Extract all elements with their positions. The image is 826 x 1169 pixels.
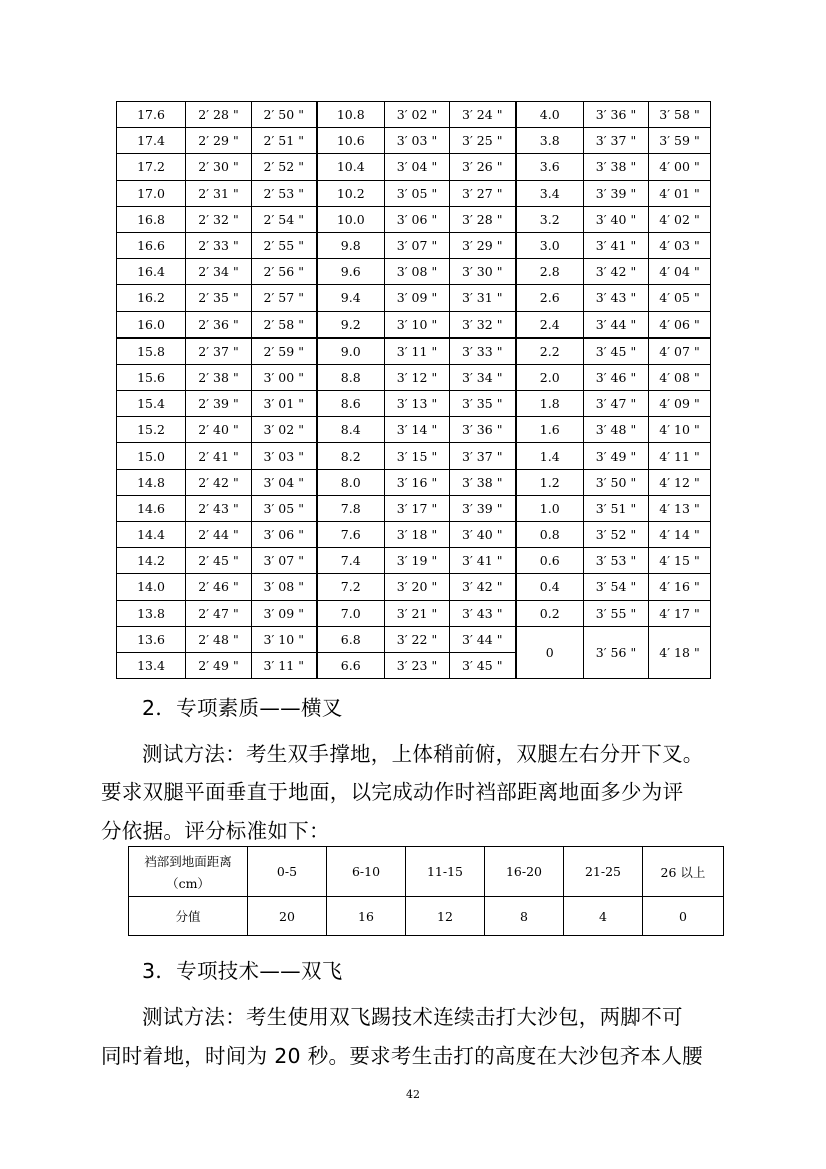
score-table-cell: 2′ 59 " (252, 338, 317, 365)
score-table-cell: 4′ 14 " (649, 522, 711, 548)
score-table-cell: 6.6 (317, 652, 385, 678)
score-table-row (117, 574, 711, 600)
score-table-row (117, 311, 711, 338)
score-table-cell: 3′ 35 " (450, 391, 516, 417)
score-table-cell: 4′ 13 " (649, 495, 711, 521)
score-table-merged-cell: 3′ 56 " (584, 626, 649, 678)
score-table-cell: 10.0 (317, 206, 385, 232)
score-table-cell: 2′ 51 " (252, 128, 317, 154)
score-table-cell: 8.6 (317, 391, 385, 417)
split-score-table (128, 846, 724, 936)
score-table-cell: 3′ 37 " (584, 128, 649, 154)
score-table-cell: 3′ 27 " (450, 180, 516, 206)
score-table-cell: 2′ 28 " (186, 102, 252, 128)
score-table-cell: 1.8 (516, 391, 584, 417)
section-3-para-line-1: 测试方法：考生使用双飞踢技术连续击打大沙包，两脚不可 (142, 1005, 683, 1029)
score-table-cell: 4′ 12 " (649, 469, 711, 495)
range-cell: 6-10 (327, 847, 406, 897)
range-cell: 21-25 (564, 847, 643, 897)
score-table-cell: 4′ 01 " (649, 180, 711, 206)
score-table-cell: 3′ 07 " (252, 548, 317, 574)
score-table-cell: 3′ 59 " (649, 128, 711, 154)
score-table-row (117, 180, 711, 206)
score-table-cell: 3′ 48 " (584, 417, 649, 443)
section-2-para-line-3: 分依据。评分标准如下： (101, 819, 330, 843)
section-2-heading: 2．专项素质——横叉 (142, 696, 343, 720)
split-header-row (129, 847, 724, 897)
score-table-cell: 3′ 04 " (252, 469, 317, 495)
score-table-cell: 4′ 00 " (649, 154, 711, 180)
score-table-cell: 2′ 48 " (186, 626, 252, 652)
score-table-cell: 3′ 54 " (584, 574, 649, 600)
score-table-cell: 3′ 10 " (252, 626, 317, 652)
score-table (116, 101, 711, 679)
distance-header-line-1: 裆部到地面距离 (144, 853, 232, 869)
score-label-cell: 分值 (129, 897, 248, 936)
score-table-cell: 9.2 (317, 311, 385, 338)
split-score-row (129, 897, 724, 936)
score-table-cell: 3′ 22 " (385, 626, 450, 652)
score-table-cell: 3′ 05 " (252, 495, 317, 521)
score-table-cell: 2′ 42 " (186, 469, 252, 495)
score-table-cell: 2′ 41 " (186, 443, 252, 469)
score-table-cell: 10.4 (317, 154, 385, 180)
score-table-cell: 2.4 (516, 311, 584, 338)
score-table-cell: 2.2 (516, 338, 584, 365)
page-number: 42 (406, 1088, 420, 1101)
score-table-cell: 2′ 35 " (186, 285, 252, 311)
score-table-cell: 1.2 (516, 469, 584, 495)
score-table-cell: 0.2 (516, 600, 584, 626)
score-table-cell: 16.4 (117, 259, 186, 285)
score-table-cell: 4′ 08 " (649, 364, 711, 390)
score-table-cell: 3′ 30 " (450, 259, 516, 285)
score-table-cell: 2′ 44 " (186, 522, 252, 548)
score-table-cell: 3′ 31 " (450, 285, 516, 311)
score-table-cell: 3′ 18 " (385, 522, 450, 548)
score-table-cell: 0.6 (516, 548, 584, 574)
score-table-cell: 2′ 53 " (252, 180, 317, 206)
score-table-cell: 3′ 58 " (649, 102, 711, 128)
score-table-cell: 3.4 (516, 180, 584, 206)
score-table-cell: 2′ 50 " (252, 102, 317, 128)
score-table-cell: 15.6 (117, 364, 186, 390)
score-table-cell: 8.8 (317, 364, 385, 390)
score-table-cell: 7.0 (317, 600, 385, 626)
score-table-cell: 3′ 13 " (385, 391, 450, 417)
score-table-cell: 7.8 (317, 495, 385, 521)
score-table-cell: 2′ 49 " (186, 652, 252, 678)
score-cell: 20 (248, 897, 327, 936)
score-table-cell: 2′ 40 " (186, 417, 252, 443)
score-table-cell: 14.6 (117, 495, 186, 521)
score-table-cell: 3′ 11 " (252, 652, 317, 678)
score-table-cell: 3′ 37 " (450, 443, 516, 469)
score-table-cell: 4′ 02 " (649, 206, 711, 232)
range-cell: 16-20 (485, 847, 564, 897)
score-table-cell: 4′ 15 " (649, 548, 711, 574)
score-cell: 0 (643, 897, 724, 936)
score-table-cell: 3′ 45 " (584, 338, 649, 365)
score-table-cell: 3′ 01 " (252, 391, 317, 417)
range-cell: 26 以上 (643, 847, 724, 897)
score-table-cell: 3′ 50 " (584, 469, 649, 495)
score-table-cell: 3′ 08 " (252, 574, 317, 600)
score-table-cell: 3′ 47 " (584, 391, 649, 417)
score-table-cell: 3′ 40 " (584, 206, 649, 232)
score-table-cell: 3′ 39 " (584, 180, 649, 206)
score-table-cell: 14.4 (117, 522, 186, 548)
score-table-cell: 14.0 (117, 574, 186, 600)
score-table-cell: 3′ 38 " (584, 154, 649, 180)
score-table-cell: 2′ 39 " (186, 391, 252, 417)
section-3-heading: 3．专项技术——双飞 (142, 959, 343, 983)
score-table-cell: 2′ 46 " (186, 574, 252, 600)
score-table-cell: 4′ 16 " (649, 574, 711, 600)
score-table-cell: 3′ 36 " (584, 102, 649, 128)
score-table-cell: 14.8 (117, 469, 186, 495)
distance-header-cell (129, 847, 248, 897)
score-table-cell: 3′ 08 " (385, 259, 450, 285)
score-table-cell: 3′ 44 " (450, 626, 516, 652)
score-table-merged-cell: 4′ 18 " (649, 626, 711, 678)
score-table-cell: 3′ 45 " (450, 652, 516, 678)
score-table-cell: 3′ 23 " (385, 652, 450, 678)
score-cell: 4 (564, 897, 643, 936)
score-table-cell: 3′ 06 " (252, 522, 317, 548)
score-table-cell: 2′ 57 " (252, 285, 317, 311)
score-table-cell: 3′ 04 " (385, 154, 450, 180)
score-table-cell: 3′ 55 " (584, 600, 649, 626)
score-table-cell: 3′ 43 " (584, 285, 649, 311)
score-table-cell: 15.0 (117, 443, 186, 469)
score-table-cell: 2′ 32 " (186, 206, 252, 232)
score-table-row (117, 128, 711, 154)
score-table-cell: 3′ 00 " (252, 364, 317, 390)
score-table-cell: 10.6 (317, 128, 385, 154)
score-table-cell: 16.2 (117, 285, 186, 311)
score-table-row (117, 443, 711, 469)
score-table-cell: 3′ 21 " (385, 600, 450, 626)
score-table-cell: 2′ 34 " (186, 259, 252, 285)
score-table-cell: 3′ 36 " (450, 417, 516, 443)
score-table-cell: 4′ 04 " (649, 259, 711, 285)
score-table-cell: 15.4 (117, 391, 186, 417)
score-table-cell: 3.8 (516, 128, 584, 154)
score-table-row (117, 259, 711, 285)
score-table-row (117, 626, 711, 652)
range-cell: 11-15 (406, 847, 485, 897)
score-table-cell: 14.2 (117, 548, 186, 574)
score-table-cell: 3′ 24 " (450, 102, 516, 128)
score-table-cell: 3′ 14 " (385, 417, 450, 443)
score-table-cell: 2′ 45 " (186, 548, 252, 574)
score-table-row (117, 391, 711, 417)
score-table-cell: 17.2 (117, 154, 186, 180)
score-table-cell: 3′ 41 " (584, 232, 649, 258)
score-table-cell: 2′ 31 " (186, 180, 252, 206)
score-table-cell: 4′ 09 " (649, 391, 711, 417)
score-table-cell: 2′ 54 " (252, 206, 317, 232)
score-table-cell: 3′ 40 " (450, 522, 516, 548)
score-table-cell: 3′ 11 " (385, 338, 450, 365)
score-table-cell: 3′ 06 " (385, 206, 450, 232)
score-table-row (117, 232, 711, 258)
score-table-cell: 2′ 58 " (252, 311, 317, 338)
score-table-cell: 9.4 (317, 285, 385, 311)
score-table-row (117, 469, 711, 495)
score-table-cell: 10.8 (317, 102, 385, 128)
score-table-cell: 0.4 (516, 574, 584, 600)
score-table-cell: 16.0 (117, 311, 186, 338)
score-table-row (117, 206, 711, 232)
score-table-cell: 3′ 02 " (385, 102, 450, 128)
score-table-cell: 3.6 (516, 154, 584, 180)
score-table-cell: 4′ 11 " (649, 443, 711, 469)
score-table-cell: 2′ 55 " (252, 232, 317, 258)
score-table-cell: 3′ 16 " (385, 469, 450, 495)
score-table-cell: 3′ 15 " (385, 443, 450, 469)
score-table-cell: 3′ 49 " (584, 443, 649, 469)
score-table-row (117, 154, 711, 180)
section-2-para-line-2: 要求双腿平面垂直于地面，以完成动作时裆部距离地面多少为评 (101, 780, 684, 804)
score-table-cell: 7.4 (317, 548, 385, 574)
score-table-cell: 2′ 29 " (186, 128, 252, 154)
score-table-cell: 3′ 44 " (584, 311, 649, 338)
score-table-cell: 9.0 (317, 338, 385, 365)
score-table-cell: 3′ 29 " (450, 232, 516, 258)
score-table-cell: 2′ 43 " (186, 495, 252, 521)
range-cell: 0-5 (248, 847, 327, 897)
score-table-cell: 3′ 03 " (252, 443, 317, 469)
score-table-cell: 3′ 32 " (450, 311, 516, 338)
score-table-cell: 3′ 26 " (450, 154, 516, 180)
score-table-cell: 9.8 (317, 232, 385, 258)
score-table-cell: 6.8 (317, 626, 385, 652)
score-table-cell: 13.8 (117, 600, 186, 626)
score-table-cell: 3′ 07 " (385, 232, 450, 258)
score-table-cell: 17.0 (117, 180, 186, 206)
score-table-cell: 3′ 38 " (450, 469, 516, 495)
score-table-row (117, 102, 711, 128)
score-table-cell: 4′ 17 " (649, 600, 711, 626)
score-table-cell: 2.0 (516, 364, 584, 390)
score-table-cell: 2′ 33 " (186, 232, 252, 258)
distance-header-line-2: （cm） (166, 875, 210, 891)
score-table-cell: 2′ 38 " (186, 364, 252, 390)
score-table-cell: 3′ 28 " (450, 206, 516, 232)
score-table-row (117, 600, 711, 626)
score-table-cell: 7.2 (317, 574, 385, 600)
section-2-para-line-1: 测试方法：考生双手撑地，上体稍前俯，双腿左右分开下叉。 (142, 742, 704, 766)
score-table-cell: 3′ 39 " (450, 495, 516, 521)
score-table-cell: 17.6 (117, 102, 186, 128)
score-table-cell: 3′ 46 " (584, 364, 649, 390)
score-table-cell: 16.8 (117, 206, 186, 232)
score-table-cell: 3′ 03 " (385, 128, 450, 154)
score-table-cell: 13.4 (117, 652, 186, 678)
score-table-cell: 3′ 41 " (450, 548, 516, 574)
score-table-cell: 4′ 05 " (649, 285, 711, 311)
score-table-cell: 16.6 (117, 232, 186, 258)
score-table-cell: 4′ 10 " (649, 417, 711, 443)
score-table-row (117, 522, 711, 548)
score-table-cell: 2′ 30 " (186, 154, 252, 180)
score-table-cell: 7.6 (317, 522, 385, 548)
score-table-cell: 2′ 36 " (186, 311, 252, 338)
score-table-cell: 3′ 52 " (584, 522, 649, 548)
score-table-cell: 4′ 07 " (649, 338, 711, 365)
score-table-merged-cell: 0 (516, 626, 584, 678)
score-table-cell: 1.4 (516, 443, 584, 469)
score-table-cell: 8.2 (317, 443, 385, 469)
score-table-cell: 2.8 (516, 259, 584, 285)
score-table-cell: 10.2 (317, 180, 385, 206)
score-table-cell: 3′ 19 " (385, 548, 450, 574)
section-3-para-line-2: 同时着地，时间为 20 秒。要求考生击打的高度在大沙包齐本人腰 (101, 1044, 703, 1068)
score-table-cell: 15.2 (117, 417, 186, 443)
score-table-cell: 3′ 53 " (584, 548, 649, 574)
score-table-cell: 2′ 47 " (186, 600, 252, 626)
score-table-cell: 3.0 (516, 232, 584, 258)
score-table-cell: 8.4 (317, 417, 385, 443)
score-table-cell: 3′ 34 " (450, 364, 516, 390)
score-table-cell: 3′ 10 " (385, 311, 450, 338)
score-table-cell: 3′ 51 " (584, 495, 649, 521)
score-table-cell: 3′ 12 " (385, 364, 450, 390)
score-table-cell: 3′ 09 " (385, 285, 450, 311)
score-table-cell: 3′ 42 " (584, 259, 649, 285)
score-table-cell: 3′ 43 " (450, 600, 516, 626)
score-cell: 8 (485, 897, 564, 936)
score-table-cell: 9.6 (317, 259, 385, 285)
score-table-row (117, 548, 711, 574)
score-table-cell: 3′ 20 " (385, 574, 450, 600)
score-table-cell: 8.0 (317, 469, 385, 495)
score-table-cell: 1.0 (516, 495, 584, 521)
score-table-cell: 2.6 (516, 285, 584, 311)
score-table-cell: 13.6 (117, 626, 186, 652)
score-table-cell: 3′ 17 " (385, 495, 450, 521)
score-table-cell: 3′ 09 " (252, 600, 317, 626)
score-table-cell: 2′ 56 " (252, 259, 317, 285)
score-table-row (117, 495, 711, 521)
score-table-cell: 2′ 37 " (186, 338, 252, 365)
score-table-cell: 17.4 (117, 128, 186, 154)
score-table-cell: 3′ 42 " (450, 574, 516, 600)
score-table-cell: 3′ 05 " (385, 180, 450, 206)
score-table-cell: 3.2 (516, 206, 584, 232)
score-table-cell: 4′ 06 " (649, 311, 711, 338)
score-cell: 12 (406, 897, 485, 936)
score-table-row (117, 338, 711, 365)
score-table-row (117, 285, 711, 311)
score-table-cell: 3′ 02 " (252, 417, 317, 443)
score-table-cell: 2′ 52 " (252, 154, 317, 180)
score-table-cell: 3′ 33 " (450, 338, 516, 365)
score-table-row (117, 417, 711, 443)
score-table-cell: 15.8 (117, 338, 186, 365)
score-table-cell: 0.8 (516, 522, 584, 548)
score-table-row (117, 364, 711, 390)
score-table-cell: 3′ 25 " (450, 128, 516, 154)
score-table-cell: 4.0 (516, 102, 584, 128)
score-cell: 16 (327, 897, 406, 936)
score-table-cell: 4′ 03 " (649, 232, 711, 258)
score-table-cell: 1.6 (516, 417, 584, 443)
